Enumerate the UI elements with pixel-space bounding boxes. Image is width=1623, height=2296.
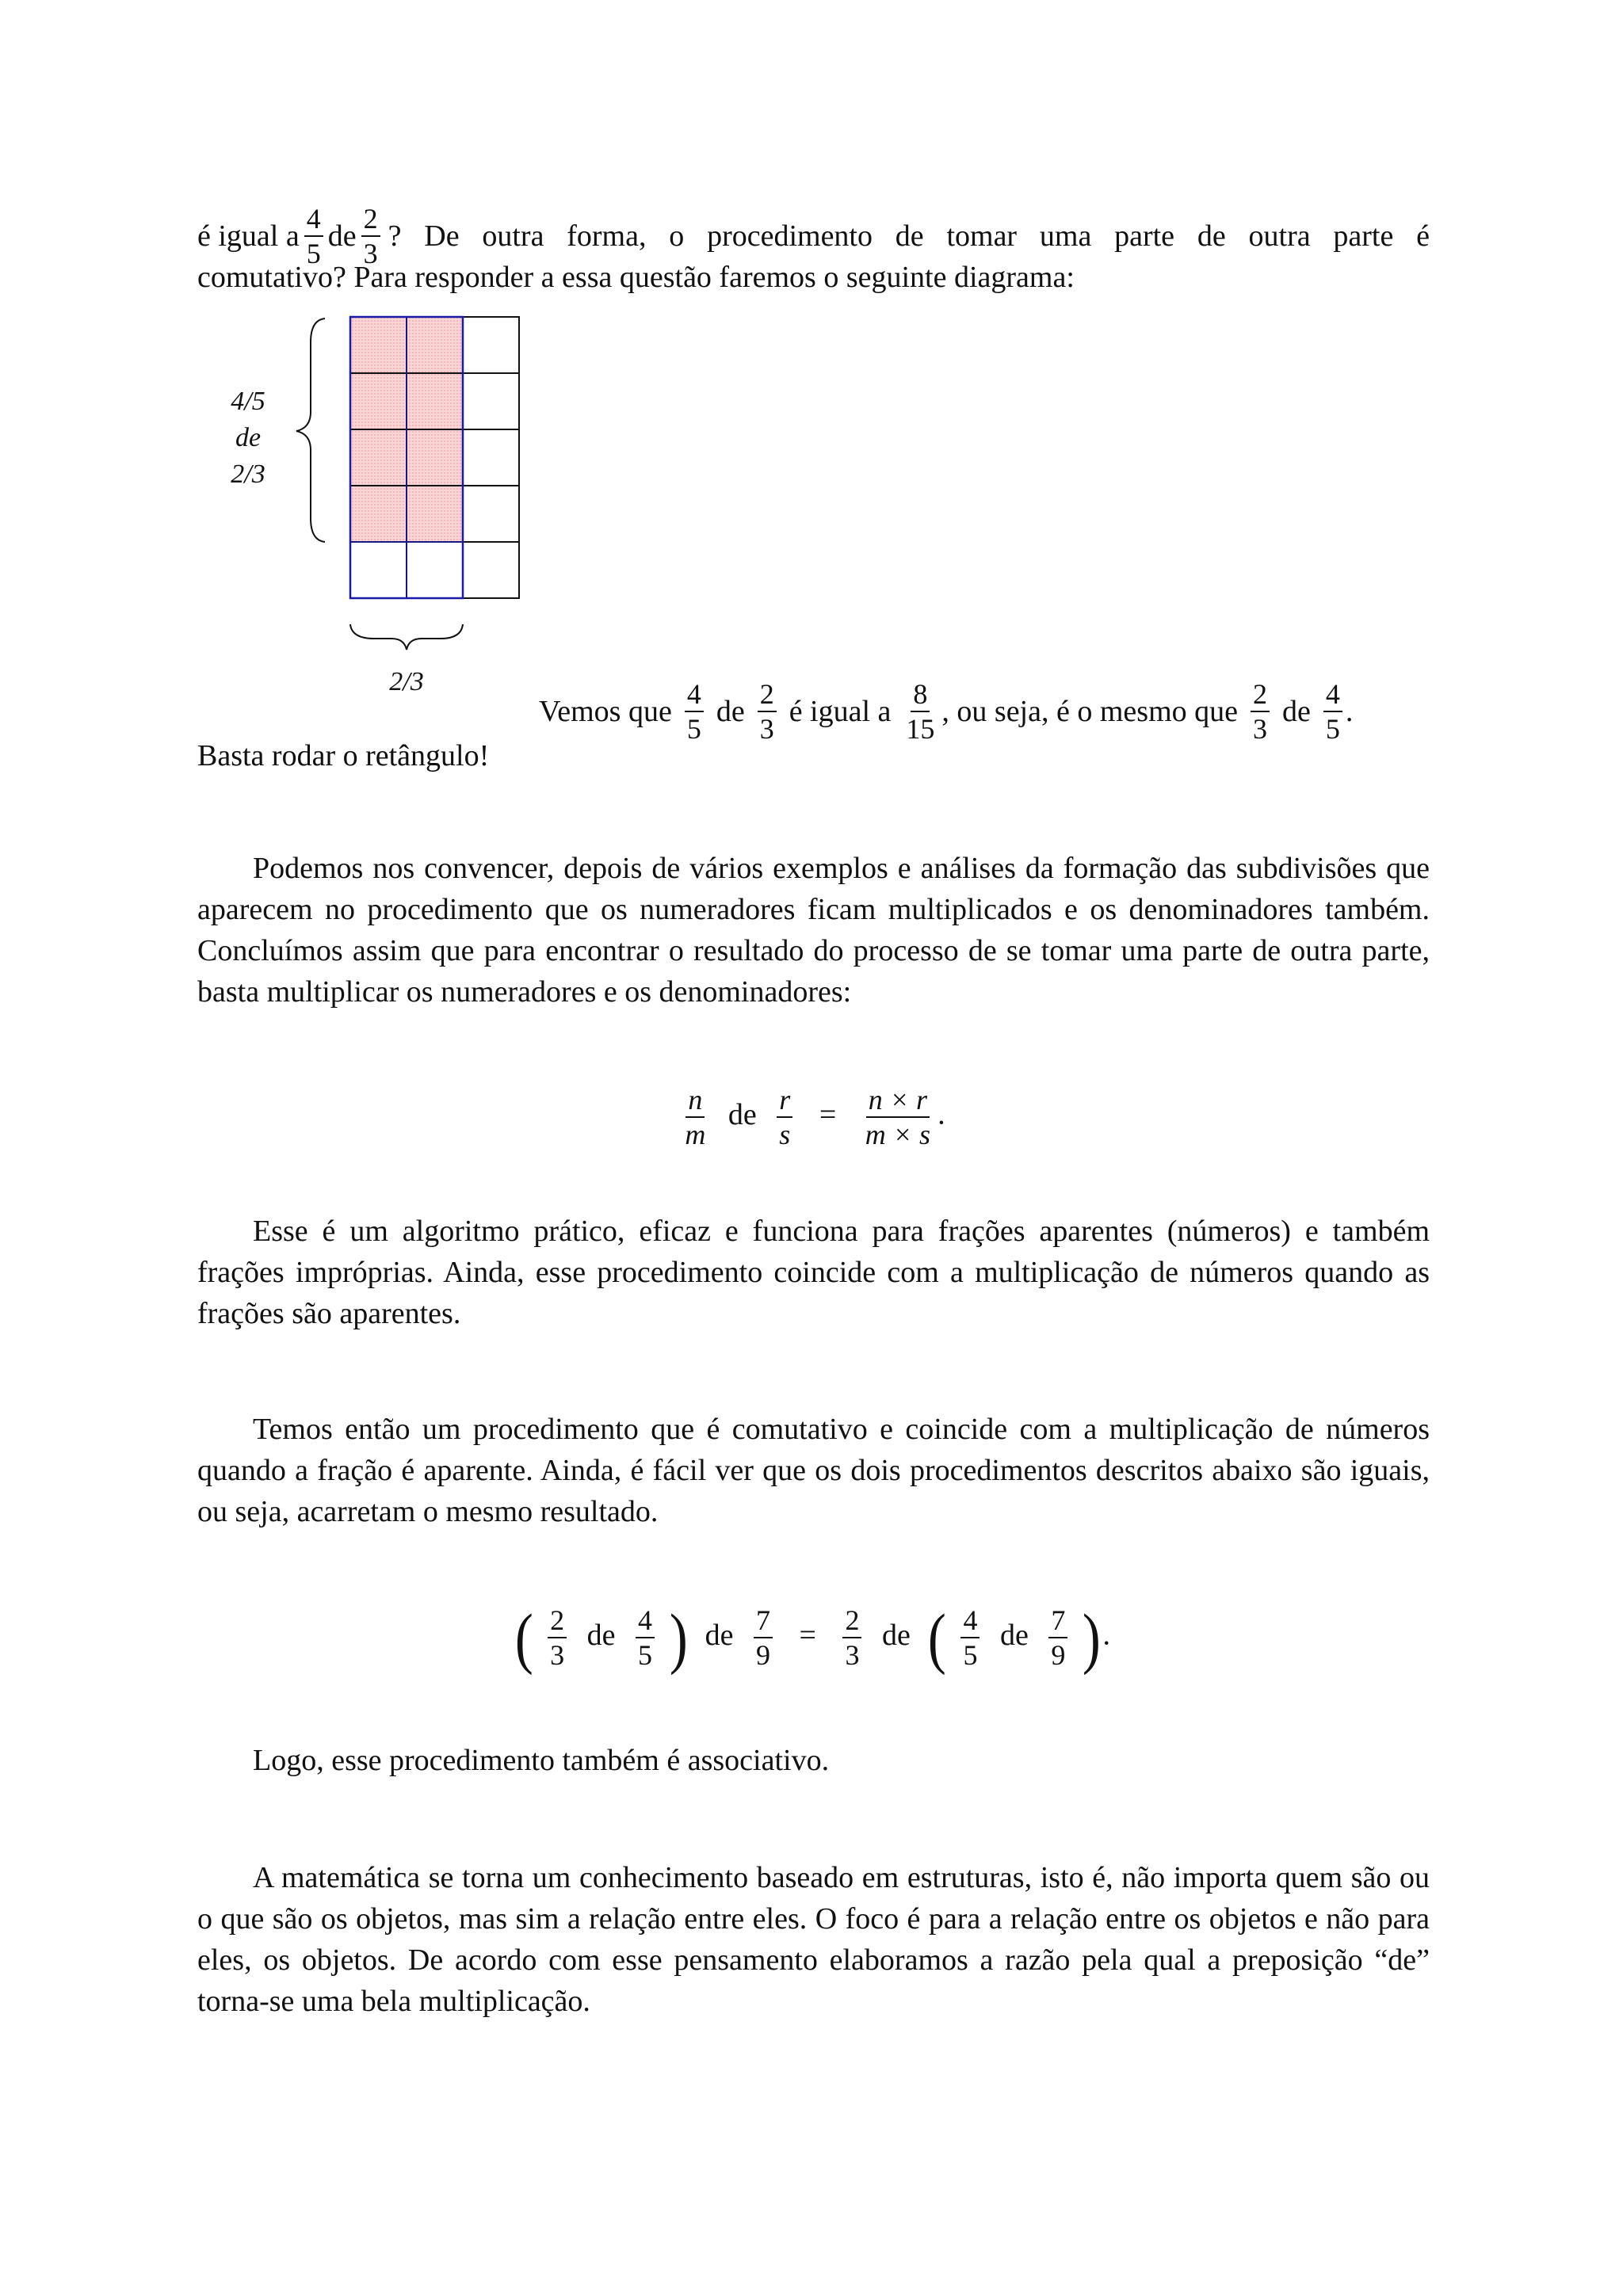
- paragraph-matematica: A matemática se torna um conhecimento baseado em estruturas, isto é, não importa quem são ou o que são os objetos, mas sim a relação entre eles. O foco é para a relação entre os objetos e não para eles, os objetos. De acordo com esse pensamento elaboramos a razão pela qual a preposição “de” torna-se uma bela multiplicação.: [197, 1861, 1430, 2018]
- vemos-line: [539, 680, 1353, 743]
- intro-line-2: comutativo? Para responder a essa questão faremos o seguinte diagrama:: [197, 261, 1075, 294]
- formula-de: de: [586, 1618, 616, 1652]
- formula-general: [0, 1085, 1623, 1149]
- formula-equals: =: [819, 1097, 837, 1131]
- vemos-end: .: [1345, 695, 1354, 728]
- paragraph-temos: Temos então um procedimento que é comutativo e coincide com a multiplicação de números quando a fração é aparente. Ainda, é fácil ver que os dois procedimentos descritos abaixo são iguais, ou seja, acarretam o mesmo resultado.: [197, 1413, 1430, 1528]
- vemos-text-de: de: [716, 695, 745, 728]
- formula-end: .: [1102, 1618, 1110, 1652]
- fraction-7-9: $\frac{7}{9}$: [1048, 1606, 1067, 1669]
- paragraph-logo: Logo, esse procedimento também é associativo.: [253, 1744, 830, 1777]
- left-paren: (: [514, 1600, 533, 1676]
- fraction-2-3: $\frac{2}{3}$: [842, 1606, 861, 1669]
- left-brace: [296, 318, 325, 542]
- formula-de: de: [999, 1618, 1029, 1652]
- grid-cell: [350, 542, 407, 598]
- diagram-left-label: 4/5 de 2/3: [231, 387, 265, 489]
- fraction-n-m: $\frac{n}{m}$: [685, 1084, 706, 1150]
- grid-cell-shaded: [407, 317, 463, 373]
- fraction-2-3: $\frac{2}{3}$: [548, 1606, 567, 1669]
- formula-equals: =: [799, 1618, 816, 1652]
- paragraph-podemos: Podemos nos convencer, depois de vários exemplos e análises da formação das subdivisões que aparecem no procedimento que os numeradores ficam multiplicados e os denominadores também. Concluímos assim que para encontrar o resultado do processo de se tomar uma parte de outra parte, basta multiplicar os numeradores e os denominadores:: [197, 852, 1430, 1009]
- vemos-text-ou-seja: , ou seja, é o mesmo que: [941, 695, 1238, 728]
- vemos-text-igual: é igual a: [789, 695, 892, 728]
- grid-cell-shaded: [350, 429, 407, 486]
- fraction-4-5: $\frac{4}{5}$: [1323, 680, 1342, 743]
- grid-cell-shaded: [350, 373, 407, 429]
- fraction-2-3: $\frac{2}{3}$: [361, 204, 380, 268]
- formula-end: .: [938, 1097, 945, 1131]
- bottom-brace: [350, 624, 463, 650]
- fraction-4-5: $\frac{4}{5}$: [960, 1606, 980, 1669]
- right-paren: ): [669, 1600, 688, 1676]
- grid-group: [350, 317, 519, 598]
- grid-cell: [463, 486, 519, 542]
- grid-cell-shaded: [407, 373, 463, 429]
- formula-de: de: [727, 1097, 757, 1131]
- formula-associative: [0, 1600, 1623, 1676]
- grid-cell: [463, 429, 519, 486]
- right-paren: ): [1082, 1600, 1101, 1676]
- formula-de: de: [705, 1618, 734, 1652]
- grid-cell: [463, 317, 519, 373]
- grid-cell-shaded: [407, 429, 463, 486]
- fraction-4-5: $\frac{4}{5}$: [304, 204, 323, 268]
- grid-cell: [463, 373, 519, 429]
- paragraph-esse: Esse é um algoritmo prático, eficaz e funciona para frações aparentes (números) e também frações impróprias. Ainda, esse procedimento coincide com a multiplicação de números quando as frações são aparentes.: [197, 1215, 1430, 1330]
- grid-cell-shaded: [350, 486, 407, 542]
- fraction-8-15: $\frac{8}{15}$: [906, 678, 935, 745]
- vemos-text-de: de: [1282, 695, 1311, 728]
- fraction-4-5: $\frac{4}{5}$: [685, 680, 704, 743]
- fraction-2-3: $\frac{2}{3}$: [758, 680, 777, 743]
- fraction-7-9: $\frac{7}{9}$: [754, 1606, 773, 1669]
- intro-word-igual: é igual a: [197, 219, 300, 253]
- diagram-bottom-label: 2/3: [389, 667, 424, 696]
- grid-column-outline: [350, 317, 463, 598]
- vemos-text-1: Vemos que: [539, 695, 672, 728]
- fraction-2-3: $\frac{2}{3}$: [1251, 680, 1270, 743]
- fraction-r-s: $\frac{r}{s}$: [777, 1085, 792, 1149]
- intro-rest-line-1: ? De outra forma, o procedimento de tomar uma parte de outra parte é: [388, 219, 1430, 253]
- grid-cell-shaded: [407, 486, 463, 542]
- grid-cell: [463, 542, 519, 598]
- intro-word-de: de: [327, 219, 357, 253]
- grid-cell-shaded: [350, 317, 407, 373]
- left-paren: (: [928, 1600, 947, 1676]
- fraction-product: $\frac{n \times r}{m \times s}$: [865, 1084, 931, 1150]
- formula-de: de: [881, 1618, 911, 1652]
- grid-cell: [407, 542, 463, 598]
- basta-line: Basta rodar o retângulo!: [197, 739, 490, 772]
- fraction-4-5: $\frac{4}{5}$: [636, 1606, 655, 1669]
